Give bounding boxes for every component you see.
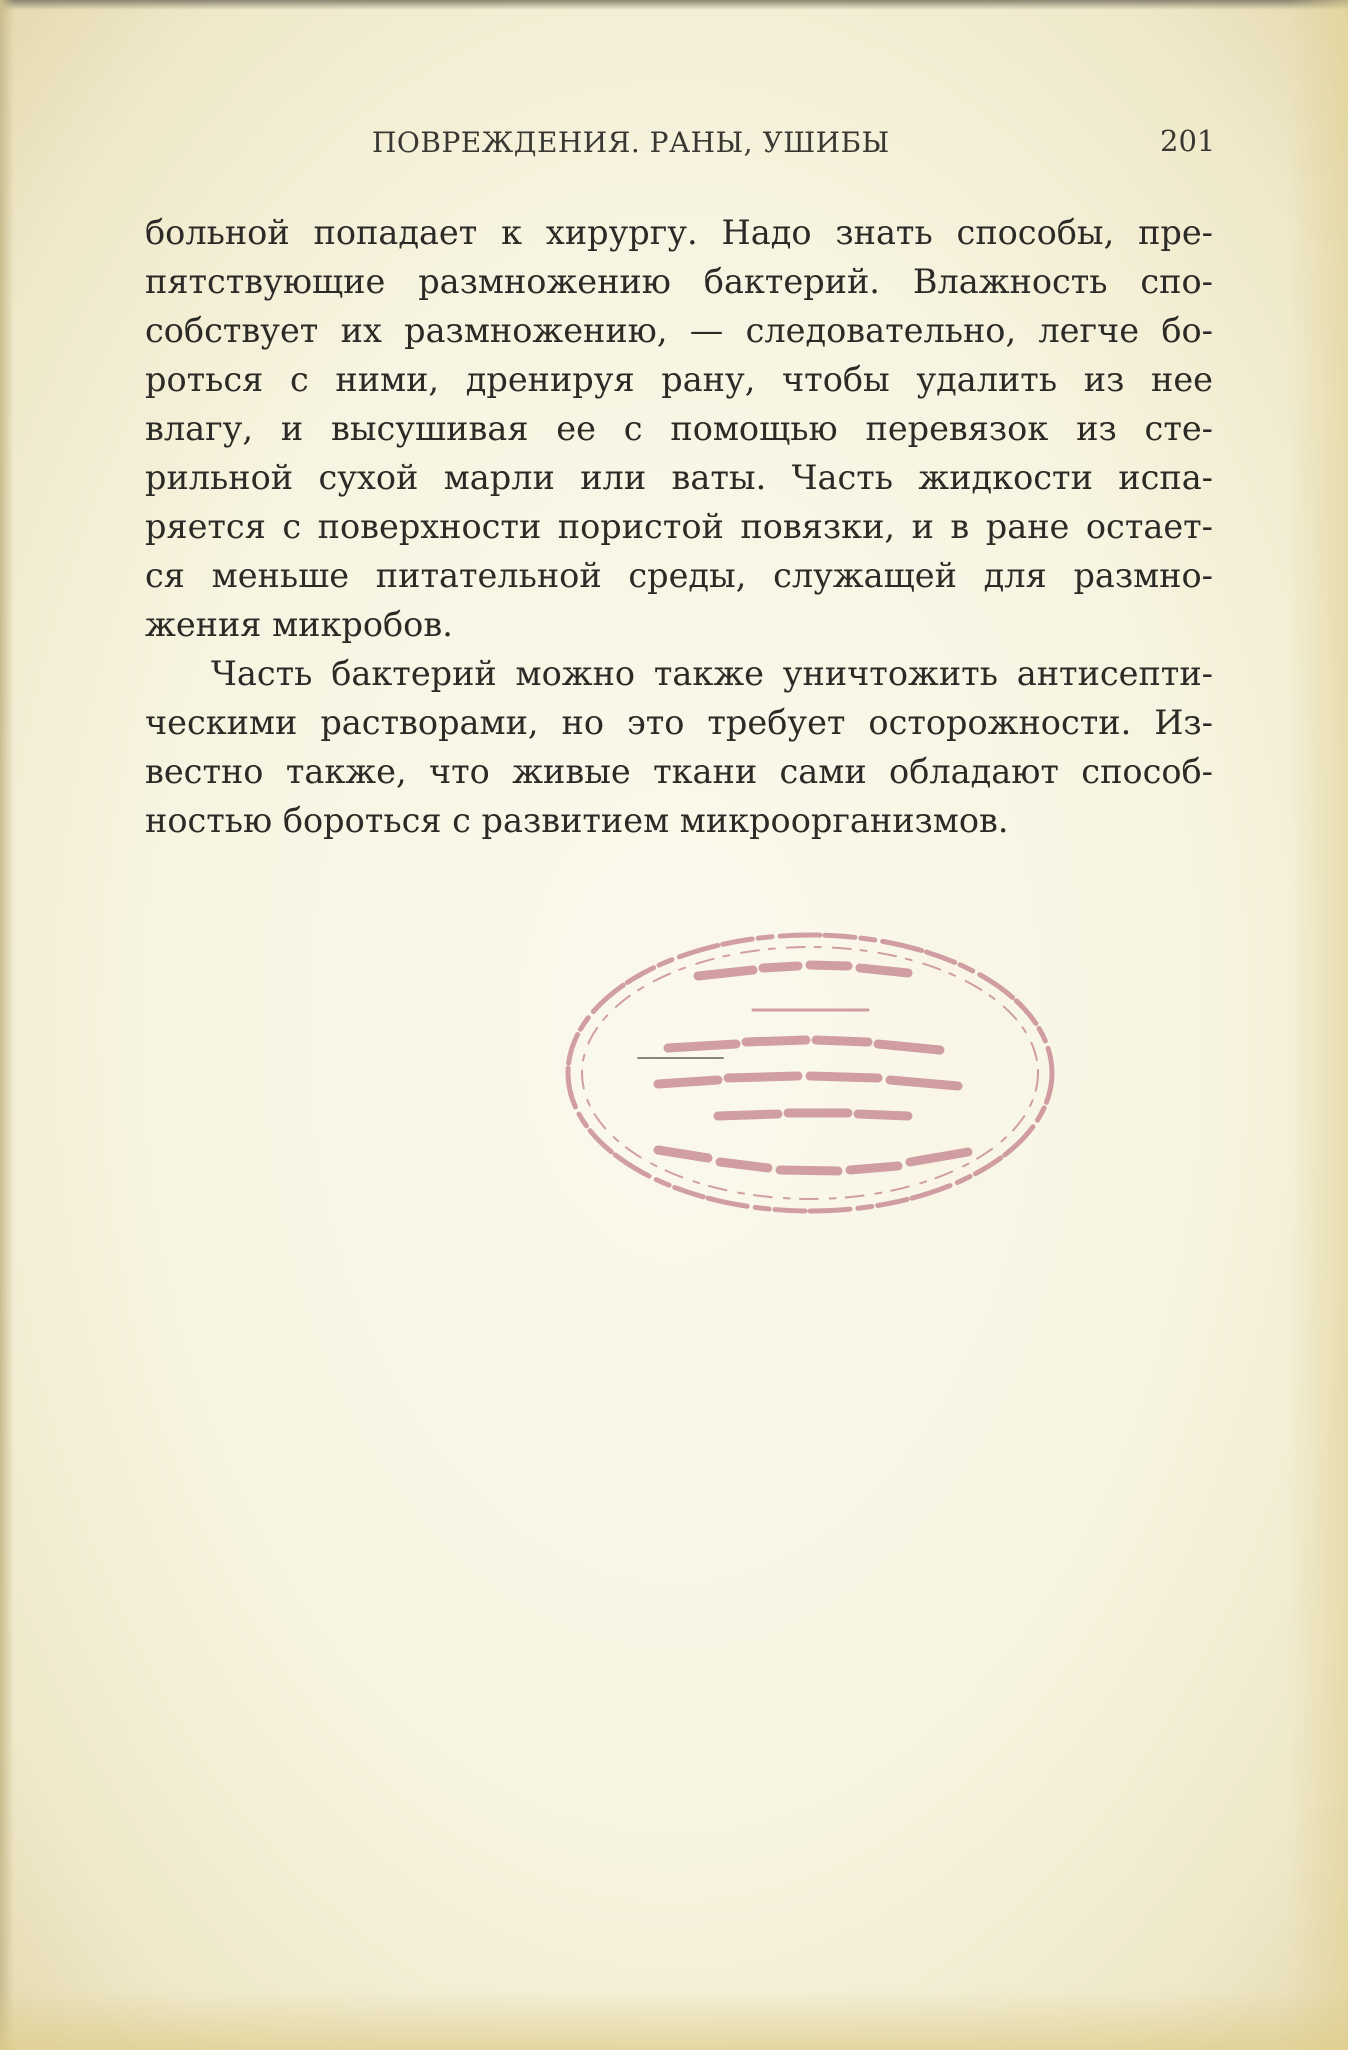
text-line: собствует их размножению, — следовательно, легче бо- (145, 311, 1213, 350)
text-line: ческими растворами, но это требует осторожности. Из- (145, 703, 1213, 742)
text-line: вестно также, что живые ткани сами обладают способ- (145, 752, 1213, 791)
page-edge-right (1288, 0, 1348, 2050)
text-line: ся меньше питательной среды, служащей для размно- (145, 556, 1213, 595)
page-edge-top (0, 0, 1348, 10)
text-line: жения микробов. (145, 605, 453, 644)
text-line: больной попадает к хирургу. Надо знать способы, пре- (145, 213, 1213, 252)
stamp-smudged-lettering (658, 965, 968, 1171)
text-line: рильной сухой марли или ваты. Часть жидкости испа- (145, 458, 1213, 497)
body-text (145, 208, 1213, 845)
text-line: роться с ними, дренируя рану, чтобы удалить из нее (145, 360, 1213, 399)
page-number: 201 (1160, 124, 1216, 158)
library-stamp (548, 918, 1068, 1228)
page-edge-bottom (0, 1990, 1348, 2050)
text-line: влагу, и высушивая ее с помощью перевязок из сте- (145, 409, 1213, 448)
text-line: ностью бороться с развитием микроорганизмов. (145, 801, 1009, 840)
page-edge-left (0, 0, 14, 2050)
running-head: ПОВРЕЖДЕНИЯ. РАНЫ, УШИБЫ (372, 126, 890, 159)
text-line: пятствующие размножению бактерий. Влажность спо- (145, 262, 1213, 301)
text-line: ряется с поверхности пористой повязки, и в ране остает- (145, 507, 1213, 546)
paragraph-2 (145, 649, 1213, 845)
paragraph-1 (145, 208, 1213, 649)
text-line: Часть бактерий можно также уничтожить антисепти- (211, 654, 1213, 693)
